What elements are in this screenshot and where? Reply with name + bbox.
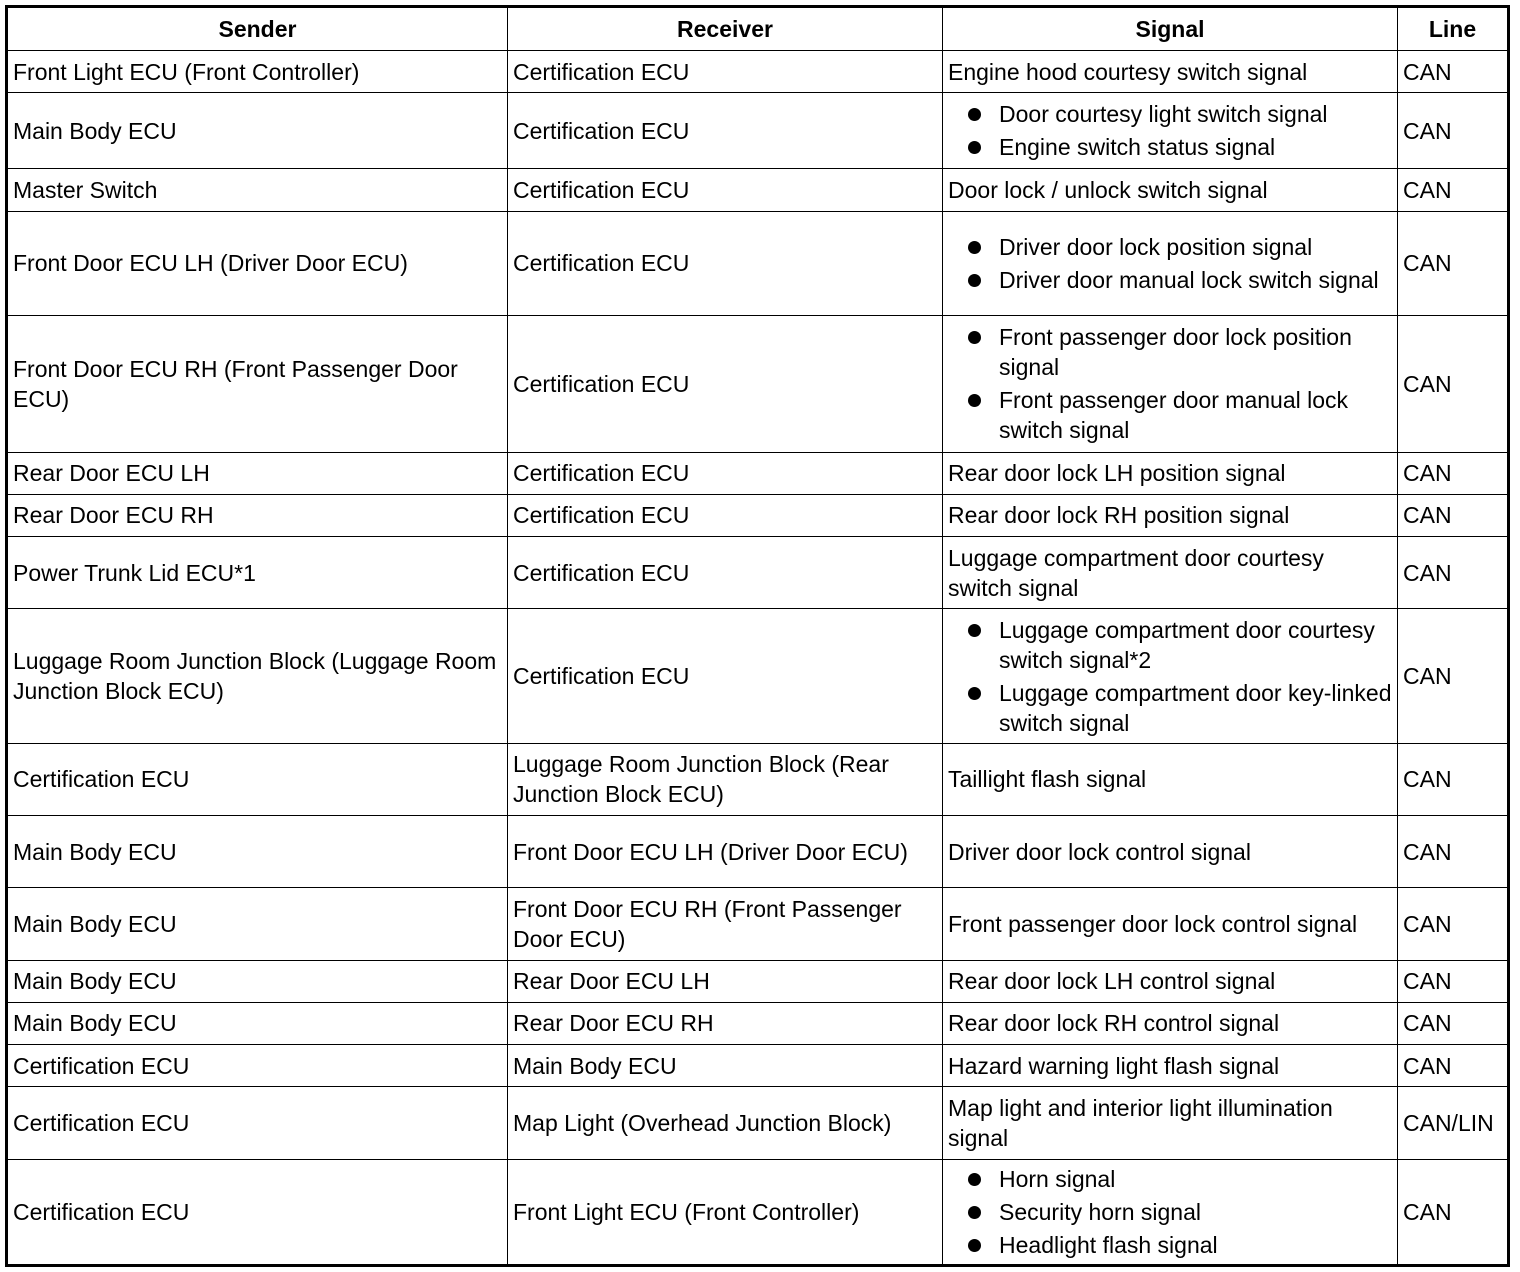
communication-table: [5, 5, 1510, 1267]
signal-cell: [943, 609, 1398, 744]
signal-bullet-item: Engine switch status signal: [948, 132, 1392, 162]
line-cell: CAN: [1398, 743, 1509, 815]
receiver-cell: Rear Door ECU RH: [508, 1002, 943, 1044]
line-cell: CAN: [1398, 536, 1509, 608]
line-cell: CAN: [1398, 1159, 1509, 1265]
table-row: [7, 51, 1509, 93]
signal-bullet-item: Security horn signal: [948, 1197, 1392, 1227]
signal-cell: Taillight flash signal: [943, 743, 1398, 815]
signal-bullet-list: [948, 1164, 1392, 1260]
signal-bullet-item: Door courtesy light switch signal: [948, 99, 1392, 129]
receiver-cell: Certification ECU: [508, 316, 943, 453]
signal-cell: [943, 211, 1398, 315]
line-cell: CAN/LIN: [1398, 1087, 1509, 1159]
signal-cell: Door lock / unlock switch signal: [943, 169, 1398, 211]
signal-bullet-item: Headlight flash signal: [948, 1230, 1392, 1260]
line-cell: CAN: [1398, 960, 1509, 1002]
sender-cell: Master Switch: [7, 169, 508, 211]
table-row: [7, 1002, 1509, 1044]
receiver-cell: Certification ECU: [508, 609, 943, 744]
signal-cell: Engine hood courtesy switch signal: [943, 51, 1398, 93]
receiver-cell: Luggage Room Junction Block (Rear Junction Block ECU): [508, 743, 943, 815]
line-cell: CAN: [1398, 211, 1509, 315]
table-row: [7, 169, 1509, 211]
signal-bullet-item: Front passenger door manual lock switch signal: [948, 385, 1392, 445]
signal-cell: Rear door lock LH position signal: [943, 452, 1398, 494]
receiver-cell: Front Door ECU LH (Driver Door ECU): [508, 816, 943, 888]
line-cell: CAN: [1398, 494, 1509, 536]
receiver-cell: Certification ECU: [508, 494, 943, 536]
signal-bullet-item: Luggage compartment door courtesy switch signal*2: [948, 615, 1392, 675]
table-row: [7, 211, 1509, 315]
signal-cell: Rear door lock RH control signal: [943, 1002, 1398, 1044]
table-row: [7, 609, 1509, 744]
line-cell: CAN: [1398, 93, 1509, 169]
signal-bullet-item: Luggage compartment door key-linked switch signal: [948, 678, 1392, 738]
signal-bullet-item: Driver door manual lock switch signal: [948, 265, 1392, 295]
receiver-cell: Certification ECU: [508, 51, 943, 93]
signal-bullet-item: Driver door lock position signal: [948, 232, 1392, 262]
table-row: [7, 316, 1509, 453]
sender-cell: Certification ECU: [7, 1045, 508, 1087]
receiver-cell: Certification ECU: [508, 211, 943, 315]
sender-cell: Front Door ECU LH (Driver Door ECU): [7, 211, 508, 315]
signal-cell: Map light and interior light illumination signal: [943, 1087, 1398, 1159]
table-body: [7, 51, 1509, 1266]
receiver-cell: Rear Door ECU LH: [508, 960, 943, 1002]
receiver-cell: Front Door ECU RH (Front Passenger Door ECU): [508, 888, 943, 960]
line-cell: CAN: [1398, 1045, 1509, 1087]
sender-cell: Certification ECU: [7, 1087, 508, 1159]
receiver-cell: Map Light (Overhead Junction Block): [508, 1087, 943, 1159]
signal-bullet-list: [948, 615, 1392, 738]
table-row: [7, 536, 1509, 608]
sender-cell: Certification ECU: [7, 743, 508, 815]
signal-cell: [943, 316, 1398, 453]
sender-cell: Certification ECU: [7, 1159, 508, 1265]
signal-bullet-list: [948, 232, 1392, 295]
sender-cell: Power Trunk Lid ECU*1: [7, 536, 508, 608]
table-row: [7, 960, 1509, 1002]
signal-bullet-list: [948, 99, 1392, 162]
receiver-cell: Certification ECU: [508, 93, 943, 169]
receiver-cell: Certification ECU: [508, 452, 943, 494]
table-row: [7, 93, 1509, 169]
header-signal: Signal: [943, 7, 1398, 51]
table-row: [7, 452, 1509, 494]
table-row: [7, 1159, 1509, 1265]
sender-cell: Main Body ECU: [7, 888, 508, 960]
line-cell: CAN: [1398, 1002, 1509, 1044]
receiver-cell: Main Body ECU: [508, 1045, 943, 1087]
line-cell: CAN: [1398, 452, 1509, 494]
header-receiver: Receiver: [508, 7, 943, 51]
line-cell: CAN: [1398, 51, 1509, 93]
sender-cell: Rear Door ECU LH: [7, 452, 508, 494]
signal-cell: [943, 93, 1398, 169]
line-cell: CAN: [1398, 316, 1509, 453]
signal-cell: Rear door lock LH control signal: [943, 960, 1398, 1002]
signal-cell: Luggage compartment door courtesy switch signal: [943, 536, 1398, 608]
receiver-cell: Front Light ECU (Front Controller): [508, 1159, 943, 1265]
table-row: [7, 494, 1509, 536]
signal-cell: Hazard warning light flash signal: [943, 1045, 1398, 1087]
sender-cell: Main Body ECU: [7, 816, 508, 888]
line-cell: CAN: [1398, 169, 1509, 211]
header-line: Line: [1398, 7, 1509, 51]
sender-cell: Luggage Room Junction Block (Luggage Room Junction Block ECU): [7, 609, 508, 744]
sender-cell: Front Door ECU RH (Front Passenger Door ECU): [7, 316, 508, 453]
sender-cell: Rear Door ECU RH: [7, 494, 508, 536]
table-row: [7, 816, 1509, 888]
line-cell: CAN: [1398, 609, 1509, 744]
signal-cell: Front passenger door lock control signal: [943, 888, 1398, 960]
signal-cell: Rear door lock RH position signal: [943, 494, 1398, 536]
line-cell: CAN: [1398, 888, 1509, 960]
sender-cell: Front Light ECU (Front Controller): [7, 51, 508, 93]
table-row: [7, 1045, 1509, 1087]
receiver-cell: Certification ECU: [508, 536, 943, 608]
table-row: [7, 1087, 1509, 1159]
sender-cell: Main Body ECU: [7, 93, 508, 169]
signal-bullet-item: Horn signal: [948, 1164, 1392, 1194]
signal-cell: [943, 1159, 1398, 1265]
table-header: [7, 7, 1509, 51]
table-row: [7, 888, 1509, 960]
table-row: [7, 743, 1509, 815]
header-row: [7, 7, 1509, 51]
signal-bullet-list: [948, 322, 1392, 445]
header-sender: Sender: [7, 7, 508, 51]
signal-bullet-item: Front passenger door lock position signal: [948, 322, 1392, 382]
sender-cell: Main Body ECU: [7, 1002, 508, 1044]
sender-cell: Main Body ECU: [7, 960, 508, 1002]
receiver-cell: Certification ECU: [508, 169, 943, 211]
line-cell: CAN: [1398, 816, 1509, 888]
signal-cell: Driver door lock control signal: [943, 816, 1398, 888]
